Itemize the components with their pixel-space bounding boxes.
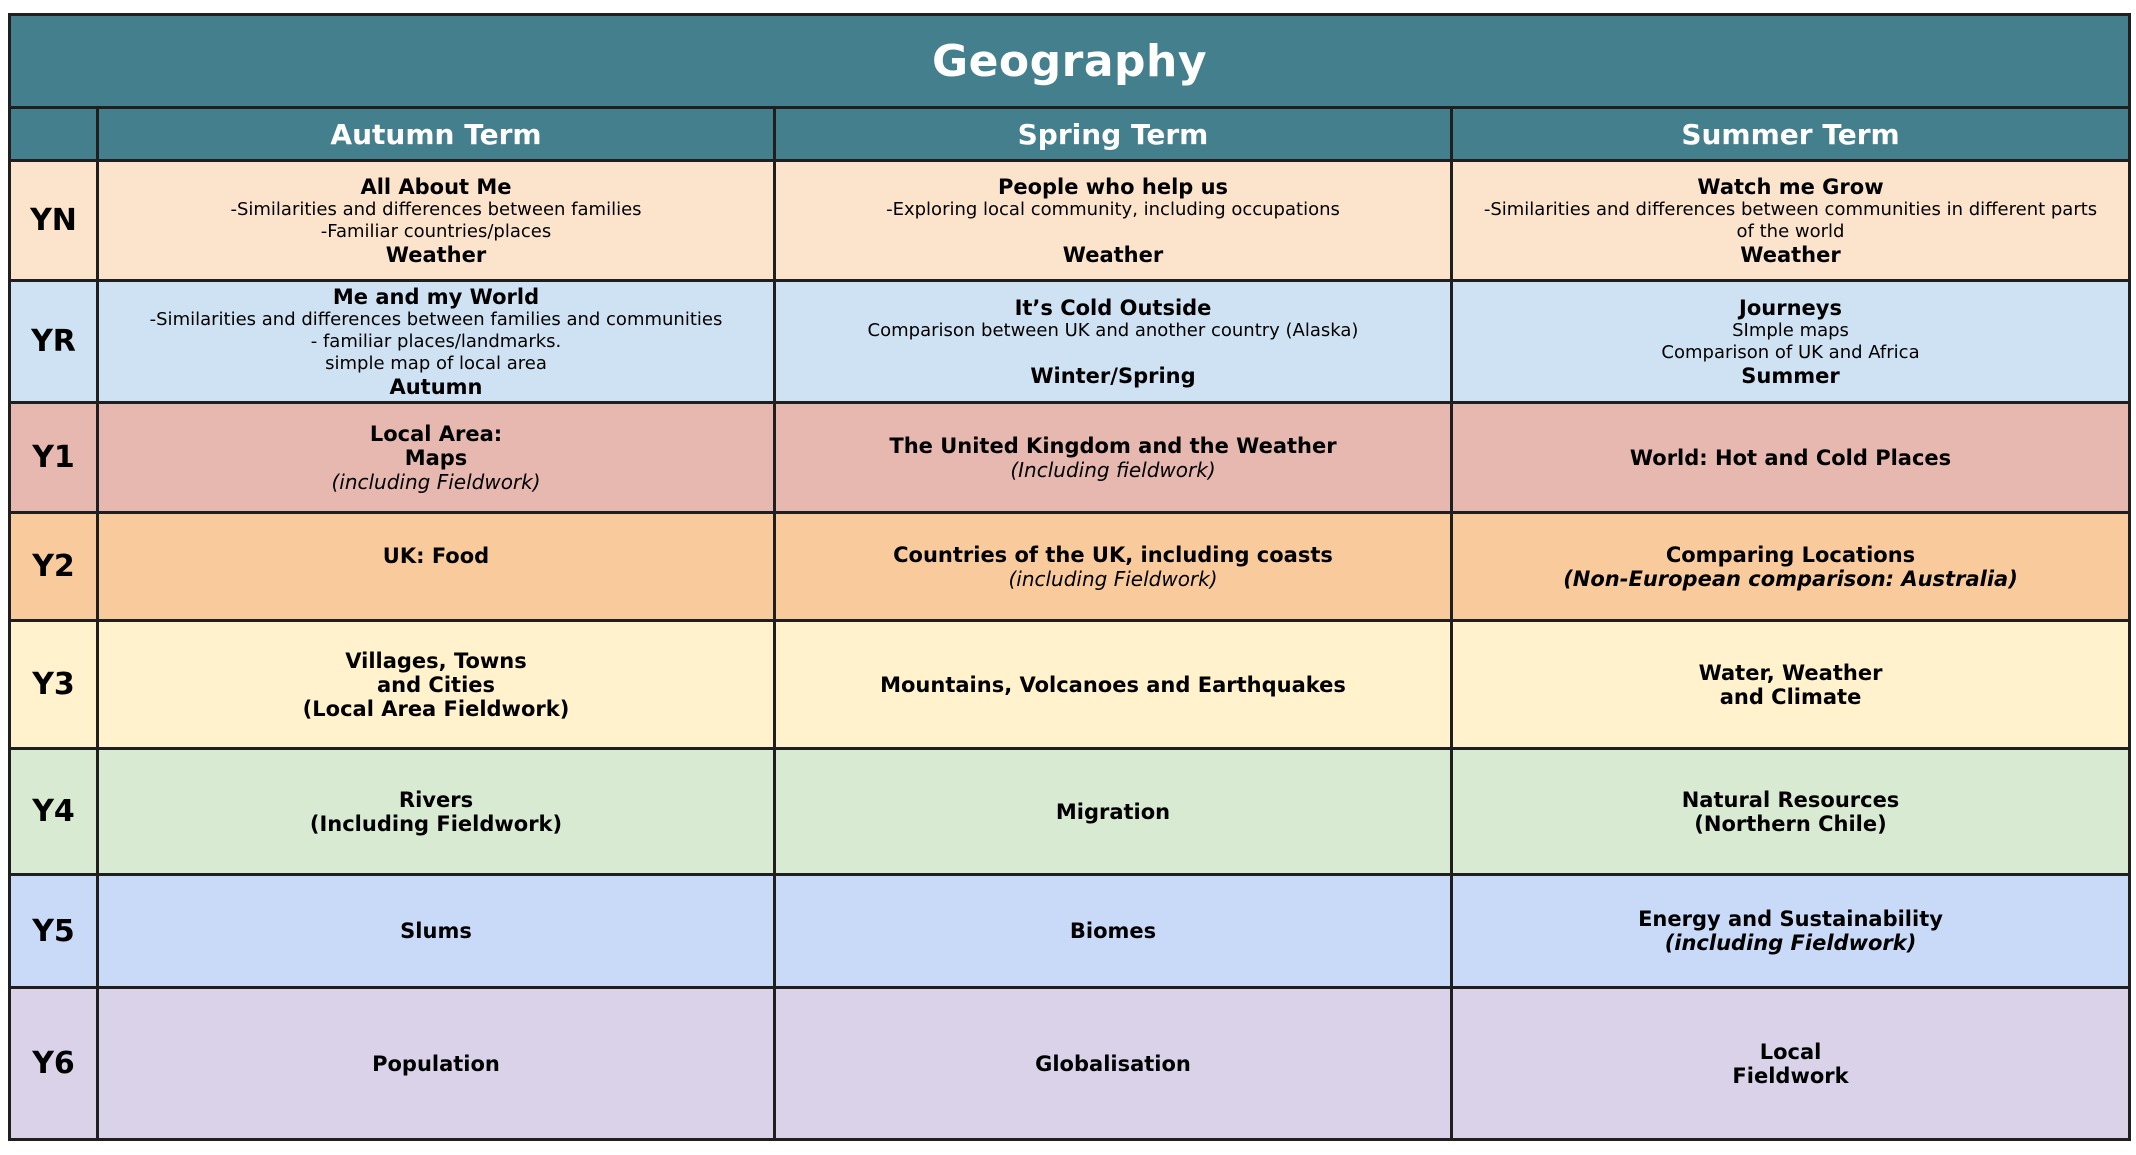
cell-line: Comparing Locations	[1665, 542, 1916, 567]
spring-cell	[775, 749, 1452, 875]
autumn-cell	[98, 403, 775, 513]
cell-line: (including Fieldwork)	[1008, 566, 1218, 591]
cell-line: Villages, Towns	[345, 648, 527, 673]
cell-line: Population	[372, 1051, 500, 1076]
term-header-spring: Spring Term	[775, 108, 1452, 161]
cell-line: Comparison of UK and Africa	[1661, 341, 1920, 363]
year-row-y6	[10, 988, 2130, 1140]
cell-line: - familiar places/landmarks.	[310, 330, 562, 352]
year-label: YN	[10, 161, 98, 281]
cell-line: The United Kingdom and the Weather	[889, 433, 1337, 458]
year-row-yr	[10, 281, 2130, 403]
spring-cell	[775, 281, 1452, 403]
cell-line: (including Fieldwork)	[331, 469, 541, 494]
cell-line: (Northern Chile)	[1694, 811, 1887, 836]
cell-line: simple map of local area	[325, 352, 547, 374]
year-row-y2	[10, 513, 2130, 621]
cell-line: All About Me	[360, 174, 512, 199]
autumn-cell	[98, 875, 775, 988]
year-row-y5	[10, 875, 2130, 988]
cell-line: Winter/Spring	[1030, 363, 1196, 388]
cell-line: Comparison between UK and another country (Alaska)	[867, 319, 1359, 341]
year-label: Y2	[10, 513, 98, 621]
spring-cell	[775, 621, 1452, 749]
cell-line: World: Hot and Cold Places	[1629, 445, 1952, 470]
cell-line: -Similarities and differences between communities in different parts	[1483, 198, 2098, 220]
cell-line	[784, 221, 1442, 243]
summer-cell	[1452, 161, 2130, 281]
year-row-y4	[10, 749, 2130, 875]
cell-line: Globalisation	[1035, 1051, 1191, 1076]
autumn-cell	[98, 281, 775, 403]
cell-line: -Familiar countries/places	[320, 220, 552, 242]
cell-line: Water, Weather	[1698, 660, 1883, 685]
year-rows	[10, 161, 2130, 1140]
cell-line: It’s Cold Outside	[1014, 295, 1212, 320]
cell-line: Local	[1759, 1039, 1822, 1064]
cell-line: Mountains, Volcanoes and Earthquakes	[880, 672, 1346, 697]
term-header-summer: Summer Term	[1452, 108, 2130, 161]
summer-cell	[1452, 281, 2130, 403]
cell-line: Summer	[1741, 363, 1840, 388]
cell-line: Natural Resources	[1681, 787, 1900, 812]
year-label: Y3	[10, 621, 98, 749]
cell-line: Me and my World	[332, 284, 540, 309]
cell-line: of the world	[1736, 220, 1845, 242]
autumn-cell	[98, 513, 775, 621]
cell-line: Autumn	[389, 374, 483, 399]
cell-line: (Local Area Fieldwork)	[302, 696, 570, 721]
corner-cell	[10, 108, 98, 161]
cell-line: (including Fieldwork)	[1664, 931, 1917, 955]
cell-line: and Cities	[376, 672, 496, 697]
summer-cell	[1452, 621, 2130, 749]
year-row-yn	[10, 161, 2130, 281]
spring-cell	[775, 513, 1452, 621]
cell-line: Weather	[1062, 242, 1164, 267]
cell-line: -Exploring local community, including occupations	[886, 198, 1340, 220]
autumn-cell	[98, 988, 775, 1140]
cell-line: Rivers	[398, 787, 474, 812]
cell-line: Watch me Grow	[1697, 174, 1884, 199]
term-header-row	[10, 108, 2130, 161]
spring-cell	[775, 988, 1452, 1140]
cell-line: Journeys	[1739, 295, 1842, 320]
cell-line: and Climate	[1719, 684, 1862, 709]
cell-line: Biomes	[1069, 919, 1157, 943]
cell-line: Migration	[1055, 799, 1171, 824]
year-label: Y5	[10, 875, 98, 988]
cell-line: Countries of the UK, including coasts	[893, 542, 1333, 567]
year-label: YR	[10, 281, 98, 403]
cell-line	[784, 342, 1442, 364]
cell-line: Fieldwork	[1732, 1063, 1849, 1088]
year-label: Y1	[10, 403, 98, 513]
table-title: Geography	[10, 15, 2130, 108]
cell-line: SImple maps	[1732, 319, 1849, 341]
autumn-cell	[98, 161, 775, 281]
geography-curriculum-table	[8, 13, 2131, 1141]
spring-cell	[775, 161, 1452, 281]
cell-line: -Similarities and differences between families	[230, 198, 642, 220]
spring-cell	[775, 875, 1452, 988]
cell-line: -Similarities and differences between families and communities	[149, 308, 723, 330]
year-row-y3	[10, 621, 2130, 749]
cell-line: Weather	[1740, 242, 1841, 267]
year-label: Y6	[10, 988, 98, 1140]
spring-cell	[775, 403, 1452, 513]
cell-line: Energy and Sustainability	[1638, 907, 1943, 931]
cell-line: (Including fieldwork)	[1010, 457, 1216, 482]
summer-cell	[1452, 403, 2130, 513]
autumn-cell	[98, 749, 775, 875]
cell-line: (Non-European comparison: Australia)	[1563, 566, 2018, 591]
year-row-y1	[10, 403, 2130, 513]
cell-line: (Including Fieldwork)	[309, 811, 563, 836]
cell-line: Maps	[404, 445, 468, 470]
summer-cell	[1452, 749, 2130, 875]
cell-line: Local Area:	[369, 421, 503, 446]
cell-line: People who help us	[997, 174, 1229, 199]
cell-line: Weather	[385, 242, 487, 267]
summer-cell	[1452, 875, 2130, 988]
year-label: Y4	[10, 749, 98, 875]
cell-line: Slums	[400, 919, 472, 943]
cell-line: UK: Food	[382, 543, 490, 568]
autumn-cell	[98, 621, 775, 749]
summer-cell	[1452, 513, 2130, 621]
term-header-autumn: Autumn Term	[98, 108, 775, 161]
summer-cell	[1452, 988, 2130, 1140]
cell-line	[107, 568, 765, 590]
